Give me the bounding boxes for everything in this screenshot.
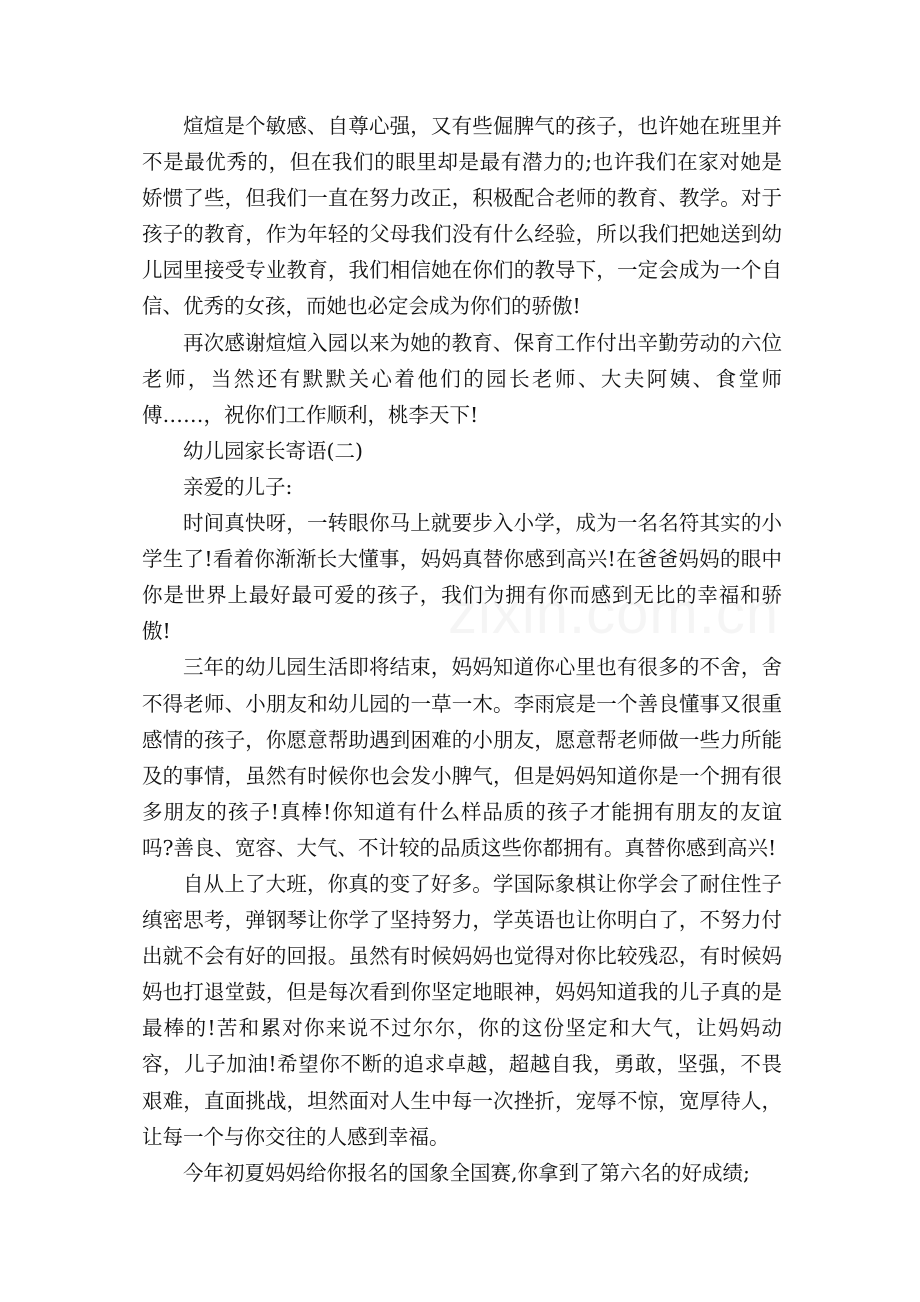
document-page [142, 108, 782, 1191]
paragraph: 今年初夏妈妈给你报名的国象全国赛,你拿到了第六名的好成绩; [183, 1160, 750, 1185]
paragraph: 自从上了大班，你真的变了好多。学国际象棋让你学会了耐住性子缜密思考，弹钢琴让你学了坚持努力，学英语也让你明白了，不努力付出就不会有好的回报。虽然有时候妈妈也觉得对你比较残忍，有时候妈妈也打退堂鼓，但是每次看到你坚定地眼神，妈妈知道我的儿子真的是最棒的!苦和累对你来说不过尔尔，你的这份坚定和大气，让妈妈动容，儿子加油!希望你不断的追求卓越，超越自我，勇敢，坚强，不畏艰难，直面挑战，坦然面对人生中每一次挫折，宠辱不惊，宽厚待人，让每一个与你交往的人感到幸福。 [142, 871, 782, 1149]
salutation: 亲爱的儿子: [183, 474, 293, 499]
paragraph: 三年的幼儿园生活即将结束，妈妈知道你心里也有很多的不舍，舍不得老师、小朋友和幼儿园的一草一木。李雨宸是一个善良懂事又很重感情的孩子，你愿意帮助遇到困难的小朋友，愿意帮老师做一些力所能及的事情，虽然有时候你也会发小脾气，但是妈妈知道你是一个拥有很多朋友的孩子!真棒!你知道有什么样品质的孩子才能拥有朋友的友谊吗?善良、宽容、大气、不计较的品质这些你都拥有。真替你感到高兴! [142, 655, 782, 860]
paragraph: 煊煊是个敏感、自尊心强，又有些倔脾气的孩子，也许她在班里并不是最优秀的，但在我们的眼里却是最有潜力的;也许我们在家对她是娇惯了些，但我们一直在努力改正，积极配合老师的教育、教学。对于孩子的教育，作为年轻的父母我们没有什么经验，所以我们把她送到幼儿园里接受专业教育，我们相信她在你们的教导下，一定会成为一个自信、优秀的女孩，而她也必定会成为你们的骄傲! [142, 114, 782, 319]
paragraph: 再次感谢煊煊入园以来为她的教育、保育工作付出辛勤劳动的六位老师，当然还有默默关心着他们的园长老师、大夫阿姨、食堂师傅……，祝你们工作顺利，桃李天下! [142, 330, 782, 427]
section-heading: 幼儿园家长寄语(二) [183, 438, 363, 463]
paragraph: 时间真快呀，一转眼你马上就要步入小学，成为一名名符其实的小学生了!看着你渐渐长大懂事，妈妈真替你感到高兴!在爸爸妈妈的眼中你是世界上最好最可爱的孩子，我们为拥有你而感到无比的幸福和骄傲! [142, 511, 782, 644]
